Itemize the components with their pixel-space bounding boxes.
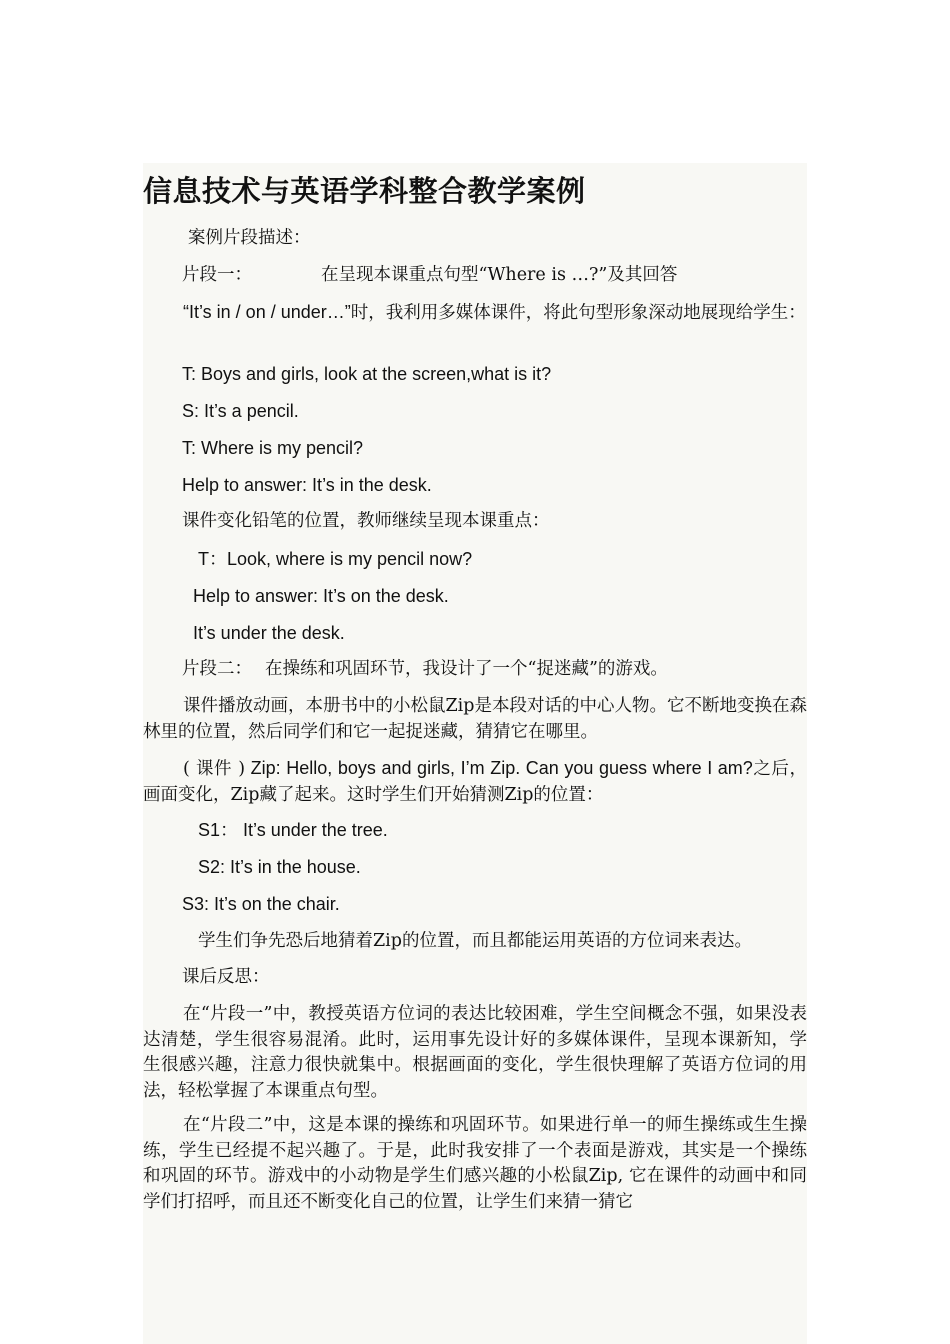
guess-line: S1： It’s under the tree. (198, 820, 388, 840)
section-intro: 案例片段描述： (188, 228, 311, 248)
segment1-continued (143, 300, 807, 327)
dialogue2-line: T：Look, where is my pencil now? (198, 549, 473, 569)
reflection-paragraph-1: 在“片段一”中，教授英语方位词的表达比较困难，学生空间概念不强，如果没表达清楚，学生很容易混淆。此时，运用事先设计好的多媒体课件，呈现本课新知，学生很感兴趣，注意力很快就集中。根据画面的变化，学生很快理解了英语方位词的用法，轻松掌握了本课重点句型。 (143, 1004, 807, 1101)
guess-line: S2: It’s in the house. (198, 857, 361, 877)
dialogue1-line: Help to answer: It’s in the desk. (182, 475, 432, 495)
segment2-text: 在操练和巩固环节，我设计了一个“捉迷藏”的游戏。 (265, 659, 668, 679)
reflection-label: 课后反思： (182, 967, 270, 987)
segment1-label: 片段一： (182, 265, 252, 285)
guess-line: S3: It’s on the chair. (182, 894, 340, 914)
dialogue2-line: Help to answer: It’s on the desk. (193, 586, 449, 606)
document-page (143, 163, 807, 1344)
courseware-change: 课件变化铅笔的位置，教师继续呈现本课重点： (182, 511, 550, 531)
animation-paragraph: 课件播放动画，本册书中的小松鼠Zip是本段对话的中心人物。它不断地变换在森林里的位置，然后同学们和它一起捉迷藏，猜猜它在哪里。 (143, 696, 807, 742)
summary-line: 学生们争先恐后地猜着Zip的位置，而且都能运用英语的方位词来表达。 (198, 931, 752, 951)
dialogue1-line: T: Boys and girls, look at the screen,what is it? (182, 364, 552, 384)
segment1-continued-en: “It’s in / on / under…” (183, 302, 351, 322)
dialogue1-line: T: Where is my pencil? (182, 438, 364, 458)
segment1-continued-zh: 时，我利用多媒体课件，将此句型形象深动地展现给学生： (350, 303, 806, 323)
segment1-text: 在呈现本课重点句型“Where is …?”及其回答 (321, 265, 678, 285)
courseware-zip-line: Zip: Hello, boys and girls, I’m Zip. Can you guess where I am? (245, 758, 753, 778)
courseware-paragraph (143, 756, 807, 808)
dialogue2-line: It’s under the desk. (193, 623, 345, 643)
segment2-label: 片段二： (182, 659, 252, 679)
reflection-paragraph-2: 在“片段二”中，这是本课的操练和巩固环节。如果进行单一的师生操练或生生操练，学生已经提不起兴趣了。于是，此时我安排了一个表面是游戏，其实是一个操练和巩固的环节。游戏中的小动物是学生们感兴趣的小松鼠Zip, 它在课件的动画中和同学们打招呼，而且还不断变化自己的位置，让学生们来猜一猜它 (143, 1115, 807, 1212)
courseware-prefix: ( 课件 ) (183, 759, 246, 779)
courseware-rest: 之后，画面变化，Zip藏了起来。这时学生们开始猜测Zip的位置： (143, 759, 808, 805)
document-title: 信息技术与英语学科整合教学案例 (143, 174, 586, 208)
dialogue1-line: S: It’s a pencil. (182, 401, 299, 421)
